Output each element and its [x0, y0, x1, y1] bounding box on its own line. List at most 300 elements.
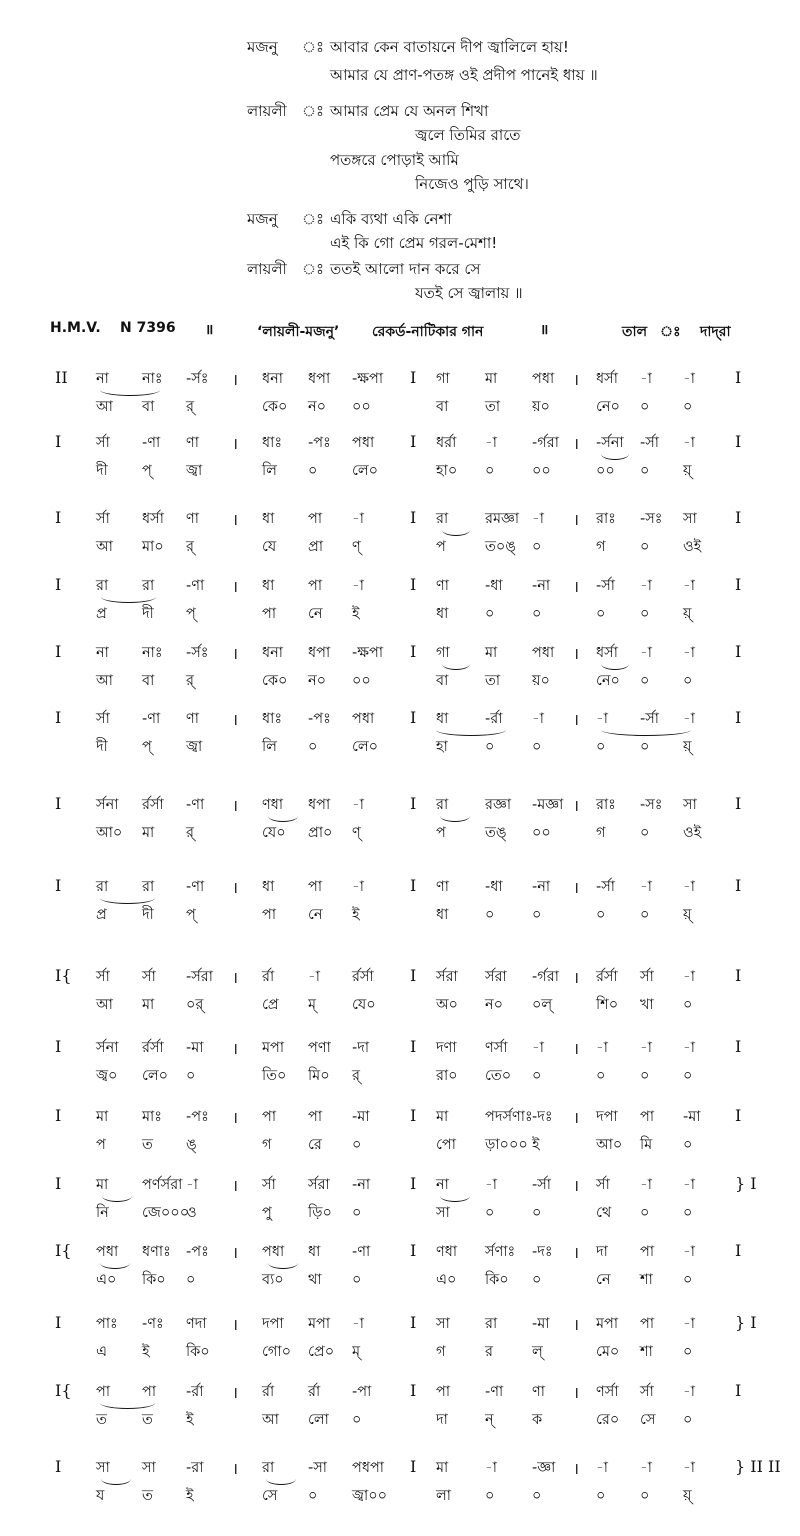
- note-syllable: প্রা০: [308, 825, 333, 841]
- note-syllable: ০: [596, 1488, 606, 1504]
- bar-line: ।: [573, 644, 580, 663]
- note-syllable: ০: [640, 1205, 650, 1221]
- note-syllable: গ: [596, 539, 606, 555]
- note-swara: রা: [96, 879, 109, 895]
- note-swara: পধা: [262, 1244, 285, 1260]
- note-syllable: ০: [640, 399, 650, 415]
- note-swara: র্রা: [308, 1384, 321, 1400]
- note-swara: রা: [262, 1460, 275, 1476]
- note-swara: পা: [640, 1316, 655, 1332]
- note-swara: ধনা: [262, 645, 283, 661]
- bar-line: I: [55, 432, 62, 451]
- note-syllable: ০: [640, 825, 650, 841]
- colon: ঃ: [302, 260, 325, 278]
- note-syllable: লে০: [352, 463, 379, 479]
- lyric-line: পতঙ্গরে পোড়াই আমি: [330, 151, 459, 169]
- note-syllable: ০: [683, 1344, 693, 1360]
- note-syllable: ০০: [596, 463, 615, 479]
- note-syllable: ন০: [308, 673, 327, 689]
- note-swara: -পঃ: [186, 1244, 209, 1260]
- song-title: ‘লায়লী-মজনু’: [257, 324, 340, 340]
- bar-line: ।: [232, 796, 239, 815]
- note-syllable: ০: [532, 1205, 542, 1221]
- note-swara: -া: [683, 1244, 695, 1260]
- note-swara: পা: [640, 1244, 655, 1260]
- note-swara: র্সরা: [308, 1177, 330, 1193]
- note-swara: -ণা: [142, 435, 161, 451]
- note-syllable: ০: [683, 399, 693, 415]
- note-syllable: তা: [485, 399, 501, 415]
- bar-line: I: [55, 1457, 62, 1476]
- note-syllable: ধা: [436, 907, 449, 923]
- note-syllable: ০: [352, 1137, 362, 1153]
- note-swara: পধা: [96, 1244, 119, 1260]
- bar-line: ।: [573, 796, 580, 815]
- note-syllable: ০: [532, 1068, 542, 1084]
- note-swara: ণা: [186, 511, 199, 527]
- note-syllable: প্: [186, 606, 196, 622]
- note-swara: সা: [142, 1460, 156, 1476]
- note-syllable: ড়া০০০: [485, 1137, 528, 1153]
- note-swara: গা: [436, 645, 450, 661]
- note-swara: -া: [596, 711, 608, 727]
- slur-mark: [601, 658, 629, 670]
- note-syllable: ০ল্: [532, 997, 553, 1013]
- note-syllable: ০০: [352, 399, 371, 415]
- note-syllable: ০: [532, 1488, 542, 1504]
- note-swara: র্সা: [596, 1177, 610, 1193]
- note-swara: র্রর্সা: [142, 1040, 164, 1056]
- note-swara: -ণা: [186, 879, 205, 895]
- bar-line: II: [55, 368, 68, 387]
- note-swara: ণর্সা: [596, 1384, 619, 1400]
- note-swara: পধা: [352, 435, 375, 451]
- note-syllable: জ্বা০০: [352, 1488, 388, 1504]
- bar-line: I: [410, 432, 417, 451]
- note-syllable: ই: [186, 1488, 194, 1504]
- note-swara: -া: [683, 645, 695, 661]
- note-swara: -া: [485, 1177, 497, 1193]
- note-swara: -পঃ: [308, 711, 331, 727]
- bar-line: ।: [232, 878, 239, 897]
- note-swara: রা: [142, 578, 155, 594]
- bar-line: ।: [573, 510, 580, 529]
- note-swara: ধপা: [308, 371, 331, 387]
- note-syllable: থে: [596, 1205, 612, 1221]
- bar-line: ।: [573, 1315, 580, 1334]
- note-swara: র্সা: [96, 511, 110, 527]
- note-syllable: ০: [532, 539, 542, 555]
- note-syllable: য়্: [683, 739, 692, 755]
- note-swara: -দঃ: [532, 1244, 553, 1260]
- note-syllable: ০: [186, 1068, 196, 1084]
- note-swara: -া: [683, 879, 695, 895]
- note-swara: -া: [532, 511, 544, 527]
- note-swara: পা: [262, 1109, 277, 1125]
- slur-mark: [268, 1257, 298, 1269]
- note-swara: পণা: [308, 1040, 331, 1056]
- note-swara: -া: [640, 1177, 652, 1193]
- note-swara: র্সরা: [485, 969, 507, 985]
- note-syllable: কি০: [142, 1272, 166, 1288]
- note-syllable: ওই: [683, 825, 702, 841]
- note-swara: পা: [308, 578, 323, 594]
- note-syllable: ০: [485, 907, 495, 923]
- note-syllable: ণ্: [352, 539, 361, 555]
- note-syllable: বা: [142, 399, 155, 415]
- note-syllable: মা: [142, 825, 155, 841]
- note-swara: -া: [532, 711, 544, 727]
- bar-line: ।: [573, 1108, 580, 1127]
- note-syllable: ০: [485, 1488, 495, 1504]
- note-syllable: রা০: [436, 1068, 458, 1084]
- note-swara: -ণা: [186, 797, 205, 813]
- note-swara: পাঃ: [96, 1316, 118, 1332]
- slur-mark: [102, 1190, 132, 1202]
- note-swara: র্সনা: [96, 797, 119, 813]
- bar-line: ।: [232, 370, 239, 389]
- note-swara: -া: [352, 797, 364, 813]
- note-syllable: পু: [262, 1205, 272, 1221]
- note-swara: সা: [683, 797, 697, 813]
- note-syllable: ০: [640, 606, 650, 622]
- bar-line: I: [410, 1457, 417, 1476]
- note-swara: -র্গরা: [532, 969, 559, 985]
- note-syllable: তঙ্: [485, 825, 507, 841]
- note-swara: ণধা: [262, 797, 284, 813]
- note-syllable: রে০: [596, 1412, 620, 1428]
- note-syllable: আ: [96, 539, 113, 555]
- note-swara: র্সা: [96, 711, 110, 727]
- note-swara: -র্সা: [596, 879, 616, 895]
- note-syllable: ০: [352, 1205, 362, 1221]
- note-syllable: ০: [683, 1205, 693, 1221]
- note-syllable: ম্: [352, 1344, 361, 1360]
- note-swara: -া: [352, 578, 364, 594]
- note-syllable: ণ্: [352, 825, 361, 841]
- note-swara: -া: [640, 645, 652, 661]
- lyric-line: যতই সে জ্বালায় ॥: [415, 284, 523, 302]
- slur-mark: [268, 810, 298, 822]
- note-swara: র্রা: [262, 1384, 275, 1400]
- note-syllable: বা: [436, 399, 449, 415]
- note-syllable: ০: [640, 673, 650, 689]
- bar-line: ।: [573, 1459, 580, 1478]
- bar-line: I: [410, 575, 417, 594]
- note-swara: ধা: [262, 879, 275, 895]
- note-syllable: প: [436, 539, 446, 555]
- note-syllable: র্: [186, 825, 194, 841]
- note-swara: সা: [96, 1460, 110, 1476]
- note-syllable: ০: [532, 907, 542, 923]
- note-swara: র্রা: [262, 969, 275, 985]
- lyric-line: নিজেও পুড়ি সাথে।: [415, 175, 529, 193]
- note-swara: -মজ্ঞা: [532, 797, 564, 813]
- note-syllable: ন্: [485, 1412, 494, 1428]
- note-swara: ধা: [308, 1244, 321, 1260]
- note-swara: -া: [683, 1460, 695, 1476]
- speaker-majnu: মজনু: [247, 38, 278, 56]
- bar-line: I: [55, 1106, 62, 1125]
- note-syllable: দী: [142, 907, 154, 923]
- note-swara: র্সা: [640, 1384, 654, 1400]
- note-swara: ধপা: [308, 645, 331, 661]
- colon: ঃ: [302, 210, 325, 228]
- bar-line: I: [410, 966, 417, 985]
- slur-mark: [266, 1473, 296, 1485]
- bar-line: I: [410, 508, 417, 527]
- note-swara: দণা: [436, 1040, 457, 1056]
- note-syllable: মা০: [142, 539, 164, 555]
- note-swara: ধা: [436, 711, 449, 727]
- bar-line: I{: [55, 1381, 72, 1400]
- note-syllable: ০: [683, 1137, 693, 1153]
- note-swara: রাঃ: [596, 511, 616, 527]
- note-swara: -া: [186, 1177, 198, 1193]
- note-syllable: ত: [142, 1488, 153, 1504]
- note-swara: ধা: [262, 511, 275, 527]
- note-syllable: কি০: [186, 1344, 210, 1360]
- tal-colon: ঃ: [660, 324, 681, 340]
- note-swara: -র্গরা: [532, 435, 559, 451]
- note-syllable: কে০: [262, 673, 288, 689]
- note-swara: -া: [640, 1040, 652, 1056]
- note-syllable: তি০: [262, 1068, 287, 1084]
- tal-label: তাল: [622, 324, 647, 340]
- note-syllable: ল্: [532, 1344, 543, 1360]
- note-swara: -পঃ: [308, 435, 331, 451]
- bar-line: ।: [232, 1108, 239, 1127]
- bar-line: ।: [232, 1383, 239, 1402]
- note-swara: ধাঃ: [262, 711, 283, 727]
- note-syllable: গো০: [262, 1344, 292, 1360]
- note-swara: -া: [683, 371, 695, 387]
- bar-line: ।: [232, 1243, 239, 1262]
- note-syllable: এ: [96, 1344, 108, 1360]
- note-syllable: লা: [436, 1488, 452, 1504]
- note-syllable: ই: [186, 1412, 194, 1428]
- bar-line: I: [735, 508, 742, 527]
- bar-line: } I: [735, 1174, 757, 1193]
- note-syllable: ০: [308, 739, 318, 755]
- note-swara: পধা: [532, 645, 555, 661]
- note-swara: -া: [640, 578, 652, 594]
- note-syllable: নে০: [596, 399, 620, 415]
- bar-line: I: [410, 1037, 417, 1056]
- note-swara: পা: [436, 1384, 451, 1400]
- bar-line: ।: [573, 968, 580, 987]
- note-swara: নাঃ: [142, 645, 163, 661]
- note-syllable: লে০: [352, 739, 379, 755]
- bar-line: I: [55, 1174, 62, 1193]
- note-swara: ণদা: [186, 1316, 207, 1332]
- note-syllable: ০: [596, 606, 606, 622]
- note-syllable: ০র্: [186, 997, 204, 1013]
- note-syllable: নি: [96, 1205, 109, 1221]
- note-syllable: ০: [640, 463, 650, 479]
- note-syllable: আ০: [96, 825, 123, 841]
- note-swara: -র্সরা: [186, 969, 213, 985]
- tal-value: দাদ্‌রা: [700, 324, 731, 340]
- note-swara: -া: [683, 1384, 695, 1400]
- note-swara: -া: [683, 1316, 695, 1332]
- note-swara: সা: [683, 511, 697, 527]
- note-syllable: প্র: [96, 907, 107, 923]
- note-syllable: যে০: [262, 825, 286, 841]
- bar-line: I: [735, 1037, 742, 1056]
- note-swara: র্রর্সা: [596, 969, 618, 985]
- note-syllable: শি০: [596, 997, 619, 1013]
- note-syllable: লো: [308, 1412, 329, 1428]
- note-syllable: এ০: [96, 1272, 117, 1288]
- note-swara: -সা: [308, 1460, 328, 1476]
- note-syllable: থা: [308, 1272, 322, 1288]
- note-swara: রজ্ঞা: [485, 797, 512, 813]
- note-swara: -া: [308, 969, 320, 985]
- note-swara: -র্সা: [640, 435, 660, 451]
- note-syllable: ০: [485, 1205, 495, 1221]
- note-syllable: আ০: [596, 1137, 623, 1153]
- slur-mark: [442, 658, 470, 670]
- note-syllable: ০: [640, 1488, 650, 1504]
- note-swara: মা: [485, 371, 498, 387]
- note-syllable: পা: [262, 907, 277, 923]
- note-swara: -া: [485, 435, 497, 451]
- bar-line: ।: [232, 577, 239, 596]
- note-swara: ণা: [436, 578, 449, 594]
- note-swara: র্সরা: [436, 969, 458, 985]
- note-swara: -র্রা: [186, 1384, 204, 1400]
- note-syllable: ০: [485, 739, 495, 755]
- note-swara: ণা: [186, 435, 199, 451]
- note-syllable: ০০: [352, 673, 371, 689]
- note-swara: র্সা: [96, 969, 110, 985]
- note-syllable: মা: [142, 997, 155, 1013]
- note-syllable: য়্: [683, 907, 692, 923]
- note-syllable: ০: [485, 606, 495, 622]
- note-syllable: ০: [596, 1068, 606, 1084]
- note-syllable: অ০: [436, 997, 458, 1013]
- note-syllable: সে: [640, 1412, 656, 1428]
- note-syllable: নে: [308, 606, 323, 622]
- note-syllable: দা: [436, 1412, 448, 1428]
- note-syllable: দী: [142, 606, 154, 622]
- note-syllable: ত: [96, 1412, 107, 1428]
- note-swara: দপা: [262, 1316, 284, 1332]
- slur-mark: [442, 524, 470, 536]
- note-syllable: ও: [186, 1205, 197, 1221]
- note-swara: ধর্সা: [142, 511, 164, 527]
- note-syllable: লি: [262, 463, 277, 479]
- note-swara: -মা: [683, 1109, 701, 1125]
- bar-line: I: [410, 876, 417, 895]
- note-swara: -দা: [352, 1040, 370, 1056]
- note-swara: -না: [532, 578, 551, 594]
- note-syllable: র্: [186, 673, 194, 689]
- note-swara: -া: [532, 1040, 544, 1056]
- note-swara: -া: [640, 371, 652, 387]
- note-syllable: ০: [640, 739, 650, 755]
- bar-line: ।: [573, 710, 580, 729]
- note-swara: দপা: [596, 1109, 618, 1125]
- note-swara: র্রর্সা: [142, 797, 164, 813]
- bar-line: I: [735, 1106, 742, 1125]
- note-syllable: মে০: [596, 1344, 620, 1360]
- note-swara: পা: [308, 511, 323, 527]
- bar-line: ।: [573, 577, 580, 596]
- note-swara: -র্সঃ: [186, 371, 209, 387]
- bar-line: I: [735, 368, 742, 387]
- note-syllable: পো: [436, 1137, 456, 1153]
- note-syllable: ০০: [532, 463, 551, 479]
- note-swara: র্সনা: [96, 1040, 119, 1056]
- bar-line: I: [55, 1037, 62, 1056]
- note-syllable: ই: [352, 907, 360, 923]
- lyric-line: এই কি গো প্রেম গরল-মেশা!: [330, 234, 498, 252]
- note-syllable: কে০: [262, 399, 288, 415]
- note-syllable: য়্: [683, 606, 692, 622]
- note-swara: -না: [352, 1177, 371, 1193]
- note-swara: ণা: [436, 879, 449, 895]
- note-syllable: ০: [352, 1412, 362, 1428]
- bar-line: ।: [232, 1459, 239, 1478]
- note-swara: পা: [308, 879, 323, 895]
- bar-line: ।: [573, 1176, 580, 1195]
- note-swara: পধা: [532, 371, 555, 387]
- bar-line: ।: [573, 1243, 580, 1262]
- note-swara: মপা: [596, 1316, 619, 1332]
- note-syllable: ০: [640, 539, 650, 555]
- note-syllable: ০: [186, 1272, 196, 1288]
- note-swara: -রা: [186, 1460, 204, 1476]
- label-name: H.M.V.: [50, 320, 101, 336]
- bar-line: I: [410, 708, 417, 727]
- note-syllable: প্রে: [262, 997, 279, 1013]
- note-swara: ণধা: [436, 1244, 458, 1260]
- note-syllable: ব্য০: [262, 1272, 284, 1288]
- note-syllable: য়০: [532, 673, 550, 689]
- note-swara: -া: [640, 879, 652, 895]
- note-syllable: আ: [262, 1412, 279, 1428]
- note-syllable: প্রা: [308, 539, 324, 555]
- note-syllable: সা: [436, 1205, 450, 1221]
- bar-line: ।: [232, 1176, 239, 1195]
- note-syllable: গ: [262, 1137, 272, 1153]
- note-swara: রাঃ: [596, 797, 616, 813]
- note-swara: ধাঃ: [262, 435, 283, 451]
- slur-mark: [101, 1473, 131, 1485]
- lyric-line: একি ব্যথা একি নেশা: [330, 210, 452, 228]
- note-swara: র্সা: [142, 969, 156, 985]
- note-swara: পর্ণর্সরা: [142, 1177, 183, 1193]
- bar-line: I: [55, 708, 62, 727]
- note-swara: পা: [142, 1384, 157, 1400]
- note-swara: ণা: [532, 1384, 545, 1400]
- bar-line: ।: [232, 510, 239, 529]
- lyric-line: আবার কেন বাতায়নে দীপ জ্বালিলে হায়!: [330, 38, 569, 56]
- note-swara: রা: [485, 1316, 498, 1332]
- note-swara: -সঃ: [640, 511, 663, 527]
- note-swara: -র্সনা: [596, 435, 624, 451]
- note-swara: -সঃ: [640, 797, 663, 813]
- note-syllable: শা: [640, 1344, 653, 1360]
- bar-line: I{: [55, 1241, 72, 1260]
- note-swara: -া: [352, 1316, 364, 1332]
- note-syllable: প: [436, 825, 446, 841]
- note-swara: র্রর্সা: [352, 969, 374, 985]
- note-swara: পা: [640, 1109, 655, 1125]
- bar-line: I: [735, 1241, 742, 1260]
